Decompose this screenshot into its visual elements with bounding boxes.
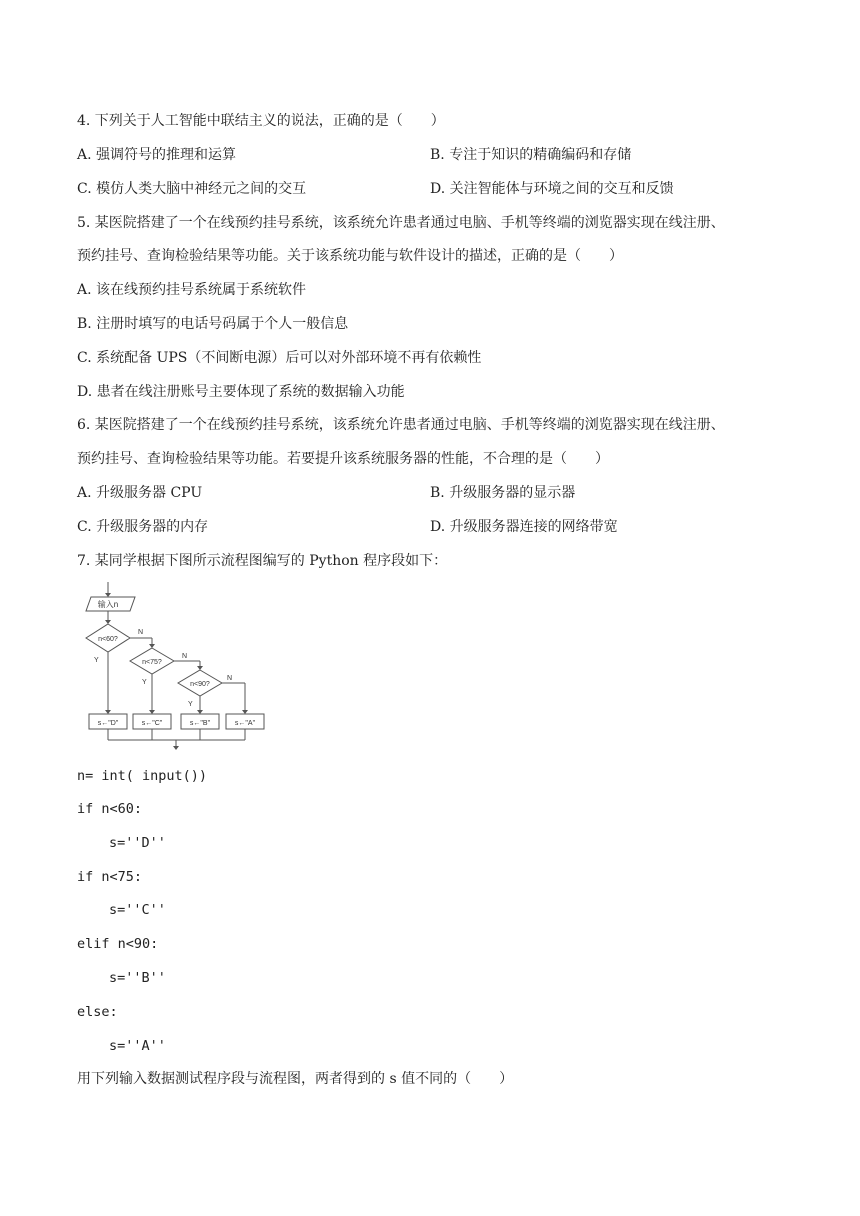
q5-option-a: A. 该在线预约挂号系统属于系统软件 [77,282,307,298]
code-line-4: if n<75: [77,869,143,885]
code-line-6: elif n<90: [77,936,159,952]
flow-assign-b: s←"B" [189,720,211,727]
q5-option-d: D. 患者在线注册账号主要体现了系统的数据输入功能 [77,384,405,400]
code-line-8: else: [77,1004,118,1020]
code-line-1: n= int( input()) [77,768,208,784]
q4-option-a: A. 强调符号的推理和运算 [77,147,237,163]
q4-option-c: C. 模仿人类大脑中神经元之间的交互 [77,181,307,197]
code-line-7: s=''B'' [109,970,166,986]
q6-option-d: D. 升级服务器连接的网络带宽 [430,519,618,535]
q6-option-b: B. 升级服务器的显示器 [430,485,576,501]
flow-cond2-label: n<75? [142,659,162,666]
q6-stem-line1: 6. 某医院搭建了一个在线预约挂号系统，该系统允许患者通过电脑、手机等终端的浏览器实现在线注册、 [77,417,725,433]
q4-stem: 4. 下列关于人工智能中联结主义的说法，正确的是（ ） [77,113,445,129]
flow-assign-a: s←"A" [234,720,256,727]
flow-yes-label-3: Y [188,701,193,708]
q6-stem-line2: 预约挂号、查询检验结果等功能。若要提升该系统服务器的性能，不合理的是（ ） [77,451,609,467]
flow-no-label-1: N [138,629,144,636]
flow-yes-label-1: Y [94,657,99,664]
q5-option-c: C. 系统配备 UPS（不间断电源）后可以对外部环境不再有依赖性 [77,350,482,366]
q5-option-b: B. 注册时填写的电话号码属于个人一般信息 [77,316,349,332]
flowchart [80,580,280,752]
flow-cond3-label: n<90? [190,681,210,688]
q7-footer: 用下列输入数据测试程序段与流程图，两者得到的 s 值不同的（ ） [77,1071,514,1087]
flow-no-label-2: N [182,653,188,660]
flow-assign-d: s←"D" [97,720,119,727]
q6-option-a: A. 升级服务器 CPU [77,485,203,501]
q6-option-c: C. 升级服务器的内存 [77,519,209,535]
q5-stem-line1: 5. 某医院搭建了一个在线预约挂号系统，该系统允许患者通过电脑、手机等终端的浏览器实现在线注册、 [77,215,725,231]
flow-yes-label-2: Y [142,679,147,686]
q7-stem: 7. 某同学根据下图所示流程图编写的 Python 程序段如下： [77,553,448,569]
code-line-9: s=''A'' [109,1038,166,1054]
flow-input-label: 输入n [97,600,119,609]
code-line-5: s=''C'' [109,902,166,918]
flow-no-label-3: N [227,675,233,682]
q4-option-d: D. 关注智能体与环境之间的交互和反馈 [430,181,674,197]
code-line-2: if n<60: [77,801,143,817]
code-line-3: s=''D'' [109,835,166,851]
q5-stem-line2: 预约挂号、查询检验结果等功能。关于该系统功能与软件设计的描述，正确的是（ ） [77,248,623,264]
q4-option-b: B. 专注于知识的精确编码和存储 [430,147,632,163]
flow-cond1-label: n<60? [98,636,118,643]
flow-assign-c: s←"C" [141,720,163,727]
